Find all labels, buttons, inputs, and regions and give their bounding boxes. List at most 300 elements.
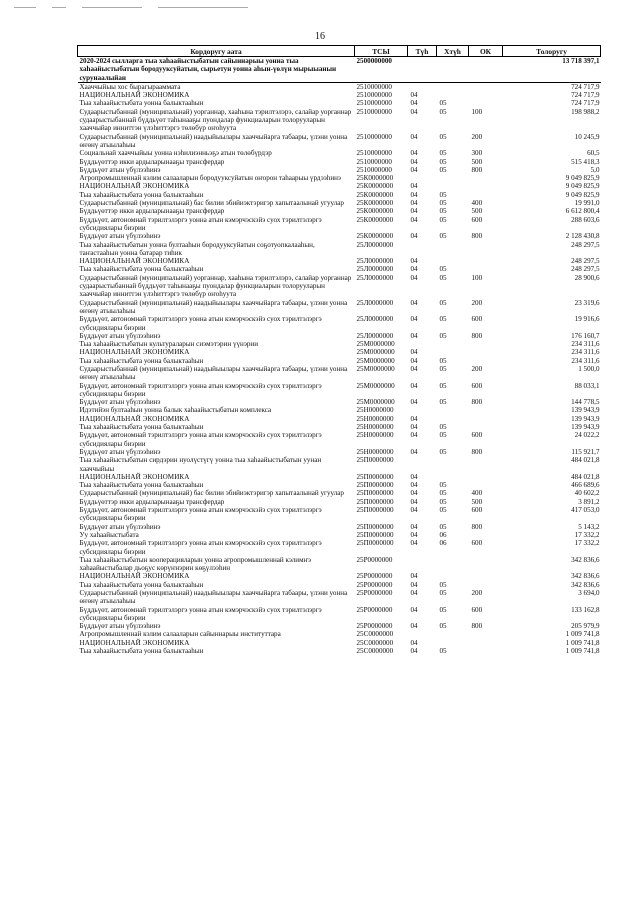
table-row [78,606,601,623]
row-tsy-code: 2510000000 [356,99,392,108]
row-xtyh-code: 05 [439,298,447,307]
row-name: Бүддьүөт атын үбүлээһинэ [79,622,161,631]
row-total: 198 988,2 [571,107,600,116]
row-ok-code: 500 [471,497,483,506]
row-ok-code: 100 [471,273,483,282]
row-name: Бүддьүөт, автономнай тэрилтэлэргэ уонна атын кэмэрчэскэйэ суох тэрилтэлэргэ субсидиялары биэрии [79,539,322,556]
row-ok-code [469,406,503,414]
row-tsy-code: 25Р0000000 [356,622,393,631]
row-tyh-code: 04 [410,199,418,208]
table-row [78,265,601,273]
row-tyh-code: 04 [410,414,418,423]
row-tsy-code: 25Р0000000 [356,572,393,581]
row-ok-code: 200 [471,589,483,597]
row-name: Судаарыстыбаннай (муниципальнай) бас билии эбийиэктэригэр хапытаалынай угуулар [79,489,344,498]
row-total: 1 009 741,8 [565,638,600,647]
row-name: Бүддьүөт атын үбүлээһинэ [79,398,161,407]
row-total: 9 049 825,9 [565,174,600,183]
row-ok-code [469,423,503,431]
row-tyh-code: 04 [410,447,418,456]
row-name: Бүддьүөт атын үбүлээһинэ [79,522,161,531]
row-xtyh-code: 05 [439,207,447,216]
table-row [78,398,601,406]
row-total: 139 943,9 [571,414,600,423]
row-tyh-code: 04 [410,190,418,199]
row-name: Социальнай хааччыйыы уонна нэһилиэнньэҕэ атын төлөбүрдэр [79,149,272,158]
table-row [78,174,601,182]
row-tyh-code: 04 [410,472,418,481]
row-xtyh-code: 06 [439,539,447,548]
row-total: 724 717,9 [571,91,600,100]
row-tyh-code: 04 [410,398,418,407]
row-name: Тыа хаһаайыстыбатын культураларын сиэмэтэрин үүнэрии [79,340,259,349]
row-name: НАЦИОНАЛЬНАЙ ЭКОНОМИКА [79,572,190,581]
row-tsy-code: 25Р0000000 [356,605,393,614]
row-tsy-code: 2510000000 [356,157,392,166]
row-xtyh-code: 05 [439,647,447,656]
row-total: 17 332,2 [574,539,600,548]
table-row [78,415,601,423]
row-tsy-code: 25К0000000 [356,182,394,191]
row-xtyh-code: 05 [439,364,447,373]
row-xtyh-code: 05 [439,99,447,108]
row-tsy-code: 25Л0000000 [356,265,394,274]
row-tyh-code: 04 [410,107,418,116]
row-tyh-code: 04 [410,539,418,548]
table-row [78,232,601,240]
row-name: Бүддьүөт, автономнай тэрилтэлэргэ уонна атын кэмэрчэскэйэ суох тэрилтэлэргэ субсидиялары биэрии [79,215,322,232]
row-total: 234 311,6 [571,348,600,357]
row-xtyh-code [437,406,469,414]
row-ok-code [469,639,503,647]
row-tyh-code: 04 [410,348,418,357]
table-row [78,448,601,456]
row-total: 19 991,0 [574,199,600,208]
row-xtyh-code: 05 [439,447,447,456]
row-name: Бүддьүөт, автономнай тэрилтэлэргэ уонна атын кэмэрчэскэйэ суох тэрилтэлэргэ субсидиялары биэрии [79,431,322,448]
row-total: 515 418,3 [571,157,600,166]
row-tsy-code: 25М0000000 [356,364,395,373]
row-ok-code [469,182,503,190]
row-name: Тыа хаһаайыстыбата уонна балыктааһын [79,580,204,589]
row-ok-code [469,572,503,580]
row-tsy-code: 25Р0000000 [356,580,393,589]
row-xtyh-code [437,415,469,423]
row-total: 205 979,9 [571,622,600,631]
row-tsy-code: 25М0000000 [356,340,395,349]
row-xtyh-code [437,57,469,83]
row-name: Бүддьүөт атын үбүлээһинэ [79,331,161,340]
row-tyh-code: 04 [410,91,418,100]
row-total: 139 943,9 [571,406,600,415]
row-tyh-code [408,57,437,83]
row-tsy-code: 25Л0000000 [356,257,394,266]
row-name: Уу хаһаайыстыбата [79,530,139,539]
row-tsy-code: 25Р0000000 [356,555,393,564]
row-xtyh-code: 05 [439,315,447,324]
row-name: Бүддьүөттэр икки ардыларынааҕы трансфердар [79,157,225,166]
row-tyh-code: 04 [410,207,418,216]
table-row [78,82,601,91]
column-header-tyh: Түһ [408,46,437,57]
row-total: 3 891,2 [578,497,600,506]
row-xtyh-code: 05 [439,149,447,158]
row-total: 342 836,6 [571,580,600,589]
row-ok-code: 200 [471,298,483,307]
row-tsy-code: 25К0000000 [356,232,394,241]
row-name: Тыа хаһаайыстыбатын уонна бултааһын бородууксуйатын соҕотуопкалааһын, таҥастааһын уонна батарар тиһик [79,240,315,257]
row-tyh-code: 04 [410,215,418,224]
row-xtyh-code [437,340,469,348]
row-tsy-code: 25К0000000 [356,207,394,216]
row-name: Бүддьүөттэр икки ардыларынааҕы трансфердар [79,497,225,506]
row-ok-code: 600 [471,215,483,224]
row-tyh-code: 04 [410,572,418,581]
row-total: 9 049 825,9 [565,182,600,191]
row-xtyh-code: 05 [439,481,447,490]
row-xtyh-code: 05 [439,580,447,589]
row-total: 5,0 [590,165,600,174]
row-tyh-code: 04 [410,331,418,340]
row-name: Тыа хаһаайыстыбата уонна балыктааһын [79,647,204,656]
row-tyh-code [408,82,437,91]
row-total: 724 717,9 [571,82,600,91]
row-tyh-code: 04 [410,99,418,108]
row-xtyh-code: 05 [439,589,447,597]
row-xtyh-code [437,572,469,580]
row-ok-code: 800 [471,622,483,631]
row-xtyh-code [437,257,469,265]
row-ok-code: 100 [471,107,483,116]
row-ok-code: 600 [471,315,483,324]
row-xtyh-code [437,174,469,182]
row-tsy-code: 25С0000000 [356,638,394,647]
row-xtyh-code: 05 [439,199,447,208]
row-name: Тыа хаһаайыстыбата уонна балыктааһын [79,265,204,274]
row-tyh-code [408,174,437,182]
row-name: Судаарыстыбаннай (муниципальнай) наадыйыылары хааччыйарга табаары, үлэни уонна өҥөнү атыылаһыы [79,298,348,315]
row-tsy-code: 25Н0000000 [356,423,394,432]
row-total: 10 245,9 [574,132,600,141]
row-tsy-code: 25П0000000 [356,456,394,465]
row-total: 19 916,6 [574,315,600,324]
table-row [78,133,601,150]
row-tyh-code: 04 [410,638,418,647]
row-tsy-code: 25С0000000 [356,630,394,639]
row-xtyh-code: 05 [439,273,447,282]
table-row [78,216,601,233]
row-xtyh-code: 05 [439,157,447,166]
row-xtyh-code: 05 [439,489,447,498]
row-xtyh-code [437,630,469,638]
row-tsy-code: 25С0000000 [356,647,394,656]
table-row [78,299,601,316]
table-row [78,481,601,489]
row-total: 5 143,2 [578,522,600,531]
row-total: 24 022,2 [574,431,600,440]
row-tyh-code: 04 [410,257,418,266]
row-tyh-code [408,556,437,573]
row-ok-code: 200 [471,364,483,373]
row-ok-code: 600 [471,431,483,440]
row-ok-code [469,456,503,473]
row-tsy-code: 25Н0000000 [356,406,394,415]
row-tsy-code: 25Л0000000 [356,273,394,282]
row-tyh-code: 04 [410,381,418,390]
row-xtyh-code: 05 [439,431,447,440]
row-xtyh-code [437,639,469,647]
table-row [78,639,601,647]
table-row [78,506,601,523]
row-name: Идэтийэн бултааһын уонна балык хаһаайыстыбатын комплекса [79,406,272,415]
row-xtyh-code [437,91,469,99]
table-row [78,473,601,481]
row-ok-code [469,630,503,638]
row-tyh-code: 04 [410,149,418,158]
row-ok-code: 600 [471,605,483,614]
row-tyh-code: 04 [410,165,418,174]
row-xtyh-code [437,473,469,481]
row-tsy-code: 25Л0000000 [356,298,394,307]
row-xtyh-code: 05 [439,497,447,506]
table-header-row [78,46,601,57]
row-ok-code: 800 [471,165,483,174]
row-tsy-code: 25Н0000000 [356,447,394,456]
row-xtyh-code: 05 [439,215,447,224]
column-header-tsy: ТСЫ [355,46,408,57]
table-row [78,332,601,340]
row-tyh-code [408,630,437,638]
row-name: Тыа хаһаайыстыбатын кооперацияларын уонна агропромышленнай кэлимҥэ хаһаайыстыбалар дьоҕус көрүҥнэрин көҕүлээһин [79,555,312,573]
row-tsy-code: 25Л0000000 [356,240,394,249]
row-name: Судаарыстыбаннай (муниципальнай) наадыйыылары хааччыйарга табаары, үлэни уонна өҥөнү атыылаһыы [79,589,348,606]
row-tsy-code: 25П0000000 [356,472,394,481]
row-name: Агропромышленнай кэлим салааларын сайыннарыы институттара [79,630,281,639]
table-row [78,99,601,107]
row-xtyh-code: 05 [439,107,447,116]
row-tsy-code: 25П0000000 [356,489,394,498]
row-tyh-code: 04 [410,364,418,373]
row-name: Судаарыстыбаннай (муниципальнай) наадыйыылары хааччыйарга табаары, үлэни уонна өҥөнү атыылаһыы [79,132,348,149]
row-tyh-code: 04 [410,423,418,432]
row-ok-code: 800 [471,232,483,241]
row-name: НАЦИОНАЛЬНАЙ ЭКОНОМИКА [79,348,190,357]
row-ok-code: 600 [471,539,483,548]
table-row [78,348,601,356]
row-tyh-code: 04 [410,530,418,539]
row-ok-code [469,241,503,258]
row-total: 484 021,8 [571,456,600,465]
row-tsy-code: 25П0000000 [356,539,394,548]
row-tyh-code: 04 [410,265,418,274]
row-tyh-code [408,406,437,414]
row-ok-code: 800 [471,331,483,340]
row-total: 88 033,1 [574,381,600,390]
row-name: НАЦИОНАЛЬНАЙ ЭКОНОМИКА [79,257,190,266]
row-tyh-code: 04 [410,489,418,498]
row-tyh-code [408,340,437,348]
table-row [78,241,601,258]
table-row [78,340,601,348]
row-ok-code [469,415,503,423]
row-name: НАЦИОНАЛЬНАЙ ЭКОНОМИКА [79,414,190,423]
row-total: 288 603,6 [571,215,600,224]
row-name: Бүддьүөт атын үбүлээһинэ [79,447,161,456]
row-tyh-code: 04 [410,232,418,241]
row-total: 2 128 430,8 [565,232,600,241]
row-name: Бүддьүөт, автономнай тэрилтэлэргэ уонна атын кэмэрчэскэйэ суох тэрилтэлэргэ субсидиялары биэрии [79,605,322,622]
row-tsy-code: 2510000000 [356,132,392,141]
row-ok-code [469,99,503,107]
row-xtyh-code: 05 [439,398,447,407]
row-tyh-code: 04 [410,580,418,589]
row-tsy-code: 25Н0000000 [356,414,394,423]
table-row [78,647,601,655]
row-ok-code: 800 [471,398,483,407]
row-xtyh-code: 05 [439,356,447,365]
row-total: 133 162,8 [571,605,600,614]
row-tsy-code: 2510000000 [356,165,392,174]
row-name: Бүддьүөт, автономнай тэрилтэлэргэ уонна атын кэмэрчэскэйэ суох тэрилтэлэргэ субсидиялары биэрии [79,381,322,398]
row-total: 17 332,2 [574,530,600,539]
row-ok-code: 400 [471,489,483,498]
row-total: 484 021,8 [571,472,600,481]
table-row [78,589,601,606]
row-tyh-code: 04 [410,431,418,440]
row-total: 6 612 800,4 [565,207,600,216]
row-ok-code [469,556,503,573]
row-ok-code [469,57,503,83]
row-tsy-code: 25М0000000 [356,356,395,365]
row-ok-code [469,340,503,348]
row-tsy-code: 25П0000000 [356,481,394,490]
row-total: 234 311,6 [571,356,600,365]
row-name: НАЦИОНАЛЬНАЙ ЭКОНОМИКА [79,472,190,481]
row-total: 724 717,9 [571,99,600,108]
table-row [78,630,601,638]
row-ok-code [469,357,503,365]
row-tsy-code: 25П0000000 [356,522,394,531]
scan-top-marks [14,4,248,10]
row-xtyh-code [437,456,469,473]
row-ok-code [469,174,503,182]
column-header-ok: ОК [469,46,503,57]
table-row [78,149,601,157]
table-row [78,498,601,506]
row-ok-code: 400 [471,199,483,208]
row-total: 248 297,5 [571,240,600,249]
row-ok-code [469,647,503,655]
row-ok-code [469,257,503,265]
row-tyh-code [408,241,437,258]
row-total: 40 602,2 [574,489,600,498]
row-tyh-code: 04 [410,506,418,515]
row-tsy-code: 2510000000 [356,82,392,91]
row-tsy-code: 2510000000 [356,149,392,158]
table-row [78,357,601,365]
row-xtyh-code: 05 [439,331,447,340]
table-row [78,182,601,190]
row-ok-code [469,91,503,99]
row-xtyh-code: 05 [439,165,447,174]
row-name: 2020-2024 сылларга тыа хаһаайыстыбатын сайыннарыы уонна тыа хаһаайыстыбатын бородууксуйатын, сырьетун уонна аһын-үөлүн мырыыанын сурунаалыйан [78,57,355,83]
row-total: 176 160,7 [571,331,600,340]
row-ok-code [469,481,503,489]
row-name: Агропромышленнай кэлим салааларын бородууксуйатын оҥорон таһаарыы үрдээһинэ [79,174,341,183]
row-total: 1 500,0 [578,364,600,373]
row-name: НАЦИОНАЛЬНАЙ ЭКОНОМИКА [79,638,190,647]
page-number: 16 [315,31,325,42]
row-name: Тыа хаһаайыстыбата уонна балыктааһын [79,356,204,365]
column-header-xtyh: Хтүһ [437,46,469,57]
row-ok-code: 600 [471,506,483,515]
row-name: Судаарыстыбаннай (муниципальнай) наадыйыылары хааччыйарга табаары, үлэни уонна өҥөнү атыылаһыы [79,364,348,382]
row-total: 342 836,6 [571,572,600,581]
table-row [78,57,601,83]
row-total: 28 900,6 [574,273,600,282]
row-total: 139 943,9 [571,423,600,432]
row-xtyh-code: 06 [439,530,447,539]
table-row [78,166,601,174]
row-ok-code [469,82,503,91]
row-ok-code [469,581,503,589]
row-total: 417 053,0 [571,506,600,515]
row-tyh-code: 04 [410,298,418,307]
row-ok-code [469,531,503,539]
row-total: 13 718 397,1 [503,57,601,83]
row-tsy-code: 25Л0000000 [356,331,394,340]
row-tsy-code: 25П0000000 [356,506,394,515]
table-row [78,456,601,473]
row-xtyh-code: 05 [439,132,447,141]
row-name: Тыа хаһаайыстыбата уонна балыктааһын [79,423,204,432]
table-row [78,315,601,332]
row-name: Тыа хаһаайыстыбата уонна балыктааһын [79,190,204,199]
row-ok-code [469,473,503,481]
row-tsy-code: 25П0000000 [356,497,394,506]
row-total: 234 311,6 [571,340,600,349]
row-total: 1 009 741,8 [565,647,600,656]
row-tsy-code: 25М0000000 [356,398,395,407]
row-total: 342 836,6 [571,555,600,564]
row-xtyh-code: 05 [439,605,447,614]
row-ok-code: 500 [471,207,483,216]
row-name: Бүддьүөт атын үбүлээһинэ [79,165,161,174]
row-name: НАЦИОНАЛЬНАЙ ЭКОНОМИКА [79,91,190,100]
row-tyh-code: 04 [410,356,418,365]
row-xtyh-code: 05 [439,522,447,531]
table-row [78,91,601,99]
row-xtyh-code: 05 [439,381,447,390]
row-tsy-code: 2510000000 [356,107,392,116]
row-tyh-code: 04 [410,273,418,282]
table-row [78,406,601,414]
row-xtyh-code: 05 [439,506,447,515]
table-row [78,274,601,299]
row-total: 248 297,5 [571,265,600,274]
row-tsy-code: 25П0000000 [356,530,394,539]
row-xtyh-code [437,348,469,356]
column-header-total: Толоругу [503,46,601,57]
row-name: Тыа хаһаайыстыбата уонна балыктааһын [79,99,204,108]
row-tyh-code: 04 [410,622,418,631]
row-total: 60,5 [587,149,600,158]
row-xtyh-code: 05 [439,232,447,241]
row-total: 115 921,7 [571,447,600,456]
row-total: 23 319,6 [574,298,600,307]
row-total: 248 297,5 [571,257,600,266]
table-row [78,191,601,199]
